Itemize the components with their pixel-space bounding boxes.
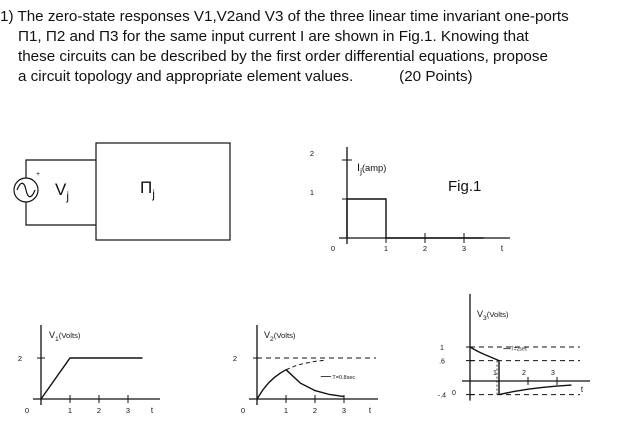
x-axis-label: t — [368, 406, 372, 415]
time-constant-label: T=2sec — [510, 346, 528, 353]
y-axis-label-unit: (Volts) — [486, 310, 509, 319]
one-port-label — [140, 178, 155, 201]
y-axis-label-sub: 2 — [270, 336, 274, 343]
x-tick-label: 3 — [461, 244, 467, 253]
y-axis-label-main: V — [477, 309, 484, 319]
series-line — [257, 370, 286, 399]
x-tick-label: 2 — [522, 370, 526, 377]
tangent-dashed-curve — [286, 360, 327, 370]
x-tick-label: 1 — [67, 406, 73, 415]
x-tick-label: 0 — [240, 406, 246, 415]
y-axis-label-unit: (Volts) — [58, 331, 81, 340]
one-port-label-main: Π — [140, 178, 153, 197]
y-axis-label — [477, 309, 509, 322]
problem-line-1: 1) The zero-state responses V1,V2and V3 of the three linear time invariant one-ports — [0, 8, 569, 25]
x-tick-label: 3 — [551, 370, 555, 377]
y-axis-label-unit: (Volts) — [273, 331, 296, 340]
x-tick-label: 3 — [125, 406, 131, 415]
x-tick-label: 2 — [312, 406, 318, 415]
voltage-label — [55, 180, 69, 203]
voltage-label-main: V — [55, 180, 67, 199]
wire-bottom — [26, 202, 96, 225]
y-axis-label-main: V — [49, 330, 56, 340]
y-tick-label: 1 — [440, 345, 444, 352]
voltage-label-sub: j — [66, 189, 70, 203]
y-tick-label: 2 — [17, 354, 23, 363]
y-axis-label-sub: 1 — [55, 336, 59, 343]
x-tick-label: 2 — [422, 244, 428, 253]
series-line — [41, 358, 143, 399]
y-tick-label: 2 — [309, 149, 315, 158]
problem-points: (20 Points) — [399, 68, 473, 85]
y-tick-label: 2 — [232, 354, 238, 363]
chart-v1 — [18, 325, 160, 415]
y-axis-label — [357, 162, 386, 176]
problem-line-2: Π1, Π2 and Π3 for the same input current I are shown in Fig.1. Knowing that — [18, 28, 529, 45]
y-axis-label — [264, 330, 296, 343]
one-port-box — [96, 143, 230, 240]
one-port-label-sub: j — [152, 187, 155, 201]
chart-current-input — [310, 147, 510, 253]
y-axis-label — [49, 330, 81, 343]
x-axis-label: t — [150, 406, 154, 415]
chart-v2 — [233, 325, 378, 415]
series-line — [499, 385, 572, 395]
y-axis-label-main: I — [357, 162, 361, 174]
series-line — [286, 370, 344, 397]
source-plus-sign: + — [36, 171, 41, 178]
current-source-symbol-icon — [17, 183, 35, 197]
x-tick-label: 1 — [283, 406, 289, 415]
y-axis-label-sub: j — [360, 167, 362, 176]
y-tick-label: .6 — [439, 358, 445, 366]
series-line — [470, 347, 499, 361]
y-axis-label-unit: (amp) — [361, 163, 387, 173]
x-tick-label: 1 — [383, 244, 389, 253]
x-axis-label: t — [580, 385, 584, 394]
chart-v3 — [438, 294, 590, 401]
y-tick-label: -.4 — [437, 392, 447, 400]
y-tick-label: 1 — [309, 188, 315, 197]
circuit-diagram — [14, 143, 230, 240]
series-line — [347, 199, 484, 238]
figure-label: Fig.1 — [448, 178, 482, 195]
x-tick-label: 1 — [493, 370, 497, 377]
x-tick-label: 3 — [341, 406, 347, 415]
problem-line-3: these circuits can be described by the first order differential equations, propose — [18, 48, 548, 65]
x-tick-label: 2 — [96, 406, 102, 415]
x-tick-label: 0 — [330, 244, 336, 253]
problem-line-4-text: a circuit topology and appropriate element values. — [18, 68, 354, 85]
y-tick-label: 0 — [452, 390, 456, 397]
x-axis-label: t — [500, 244, 504, 253]
x-tick-label: 0 — [24, 406, 30, 415]
y-axis-label-sub: 3 — [483, 315, 487, 322]
time-constant-label: T=0.8sec — [332, 374, 356, 381]
y-axis-label-main: V — [264, 330, 271, 340]
